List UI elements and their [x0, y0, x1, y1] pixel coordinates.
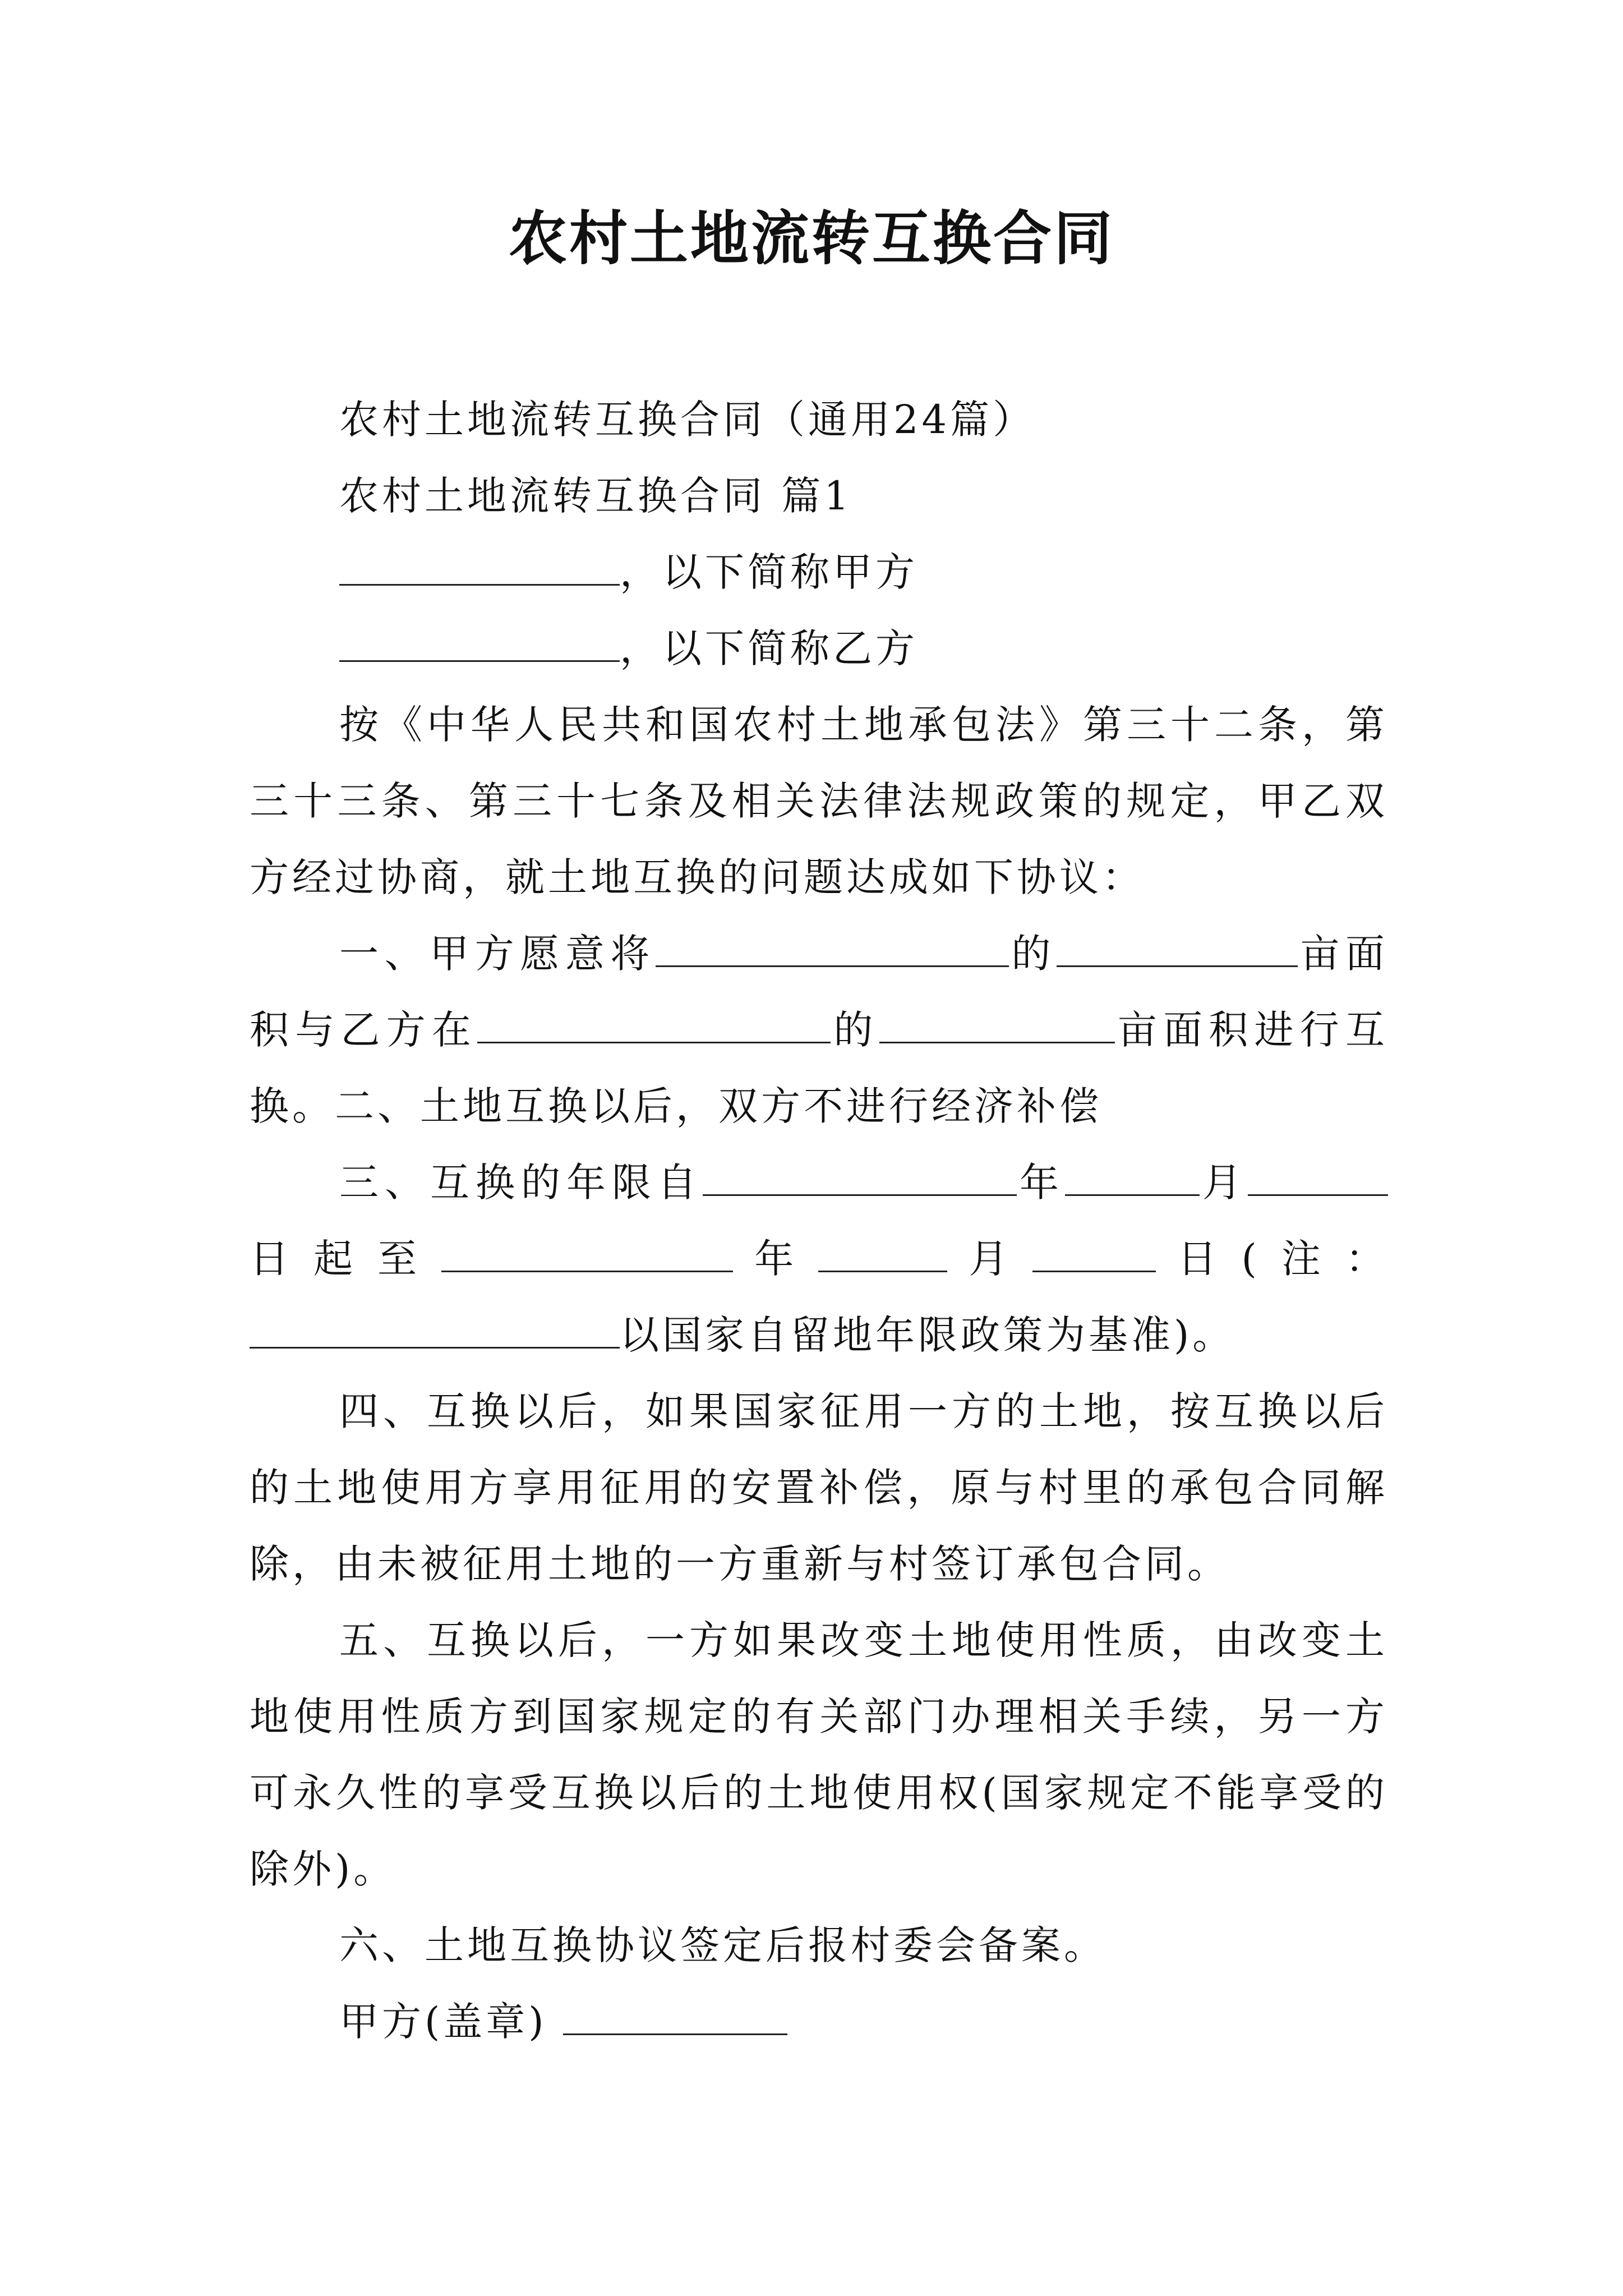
subtitle: 农村土地流转互换合同（通用24篇）: [339, 397, 1036, 443]
clause-3-text-6: 月: [947, 1236, 1033, 1282]
signature-blank: [563, 1990, 787, 2035]
clause-1-blank-location-a: [656, 922, 1009, 967]
clause-3-blank-start-month: [1065, 1151, 1200, 1196]
clause-3-text-2: 年: [1017, 1159, 1065, 1205]
clause-1-text-5: 亩面积进行互换。二、土地互换以后，双方不进行经济补偿: [250, 1007, 1389, 1129]
clause-3-blank-end-month: [818, 1227, 947, 1272]
clause-1-text-2: 的: [1008, 931, 1057, 977]
clause-3-blank-note: [250, 1303, 620, 1349]
section-heading: 农村土地流转互换合同 篇1: [339, 473, 852, 519]
clause-3-blank-start-year: [703, 1151, 1017, 1196]
clause-1-text-3: 亩面积与乙方在: [250, 931, 1389, 1053]
intro-paragraph: 按《中华人民共和国农村土地承包法》第三十二条，第三十三条、第三十七条及相关法律法规政策的规定，甲乙双方经过协商，就土地互换的问题达成如下协议：: [250, 702, 1388, 900]
party-a-label: ，以下简称甲方: [620, 549, 918, 595]
clause-1-paragraph: [250, 915, 1388, 1144]
party-b-label: ，以下简称乙方: [620, 625, 918, 671]
clause-3-text-3: 月: [1200, 1159, 1248, 1205]
signature-line: [250, 1984, 1388, 2060]
clause-4-paragraph: 四、互换以后，如果国家征用一方的土地，按互换以后的土地使用方享用征用的安置补偿，原与村里的承包合同解除，由未被征用土地的一方重新与村签订承包合同。: [250, 1388, 1388, 1587]
clause-1-text-1: 一、甲方愿意将: [339, 931, 656, 977]
clause-3-text-5: 年: [733, 1236, 819, 1282]
party-a-line: [250, 534, 1388, 610]
clause-3-paragraph: [250, 1144, 1388, 1373]
document-body: [250, 381, 1388, 2060]
clause-1-blank-area-b: [879, 998, 1115, 1043]
party-b-line: [250, 610, 1388, 687]
party-a-blank: [339, 540, 620, 586]
clause-3-blank-end-year: [441, 1227, 733, 1272]
signature-label: 甲方(盖章): [339, 1999, 547, 2045]
clause-6-paragraph: 六、土地互换协议签定后报村委会备案。: [339, 1922, 1106, 1968]
clause-1-blank-location-b: [477, 998, 831, 1043]
clause-1-text-4: 的: [831, 1007, 879, 1053]
clause-5-paragraph: 五、互换以后，一方如果改变土地使用性质，由改变土地使用性质方到国家规定的有关部门办理相关手续，另一方可永久性的享受互换以后的土地使用权(国家规定不能享受的除外)。: [250, 1617, 1388, 1892]
clause-3-text-4: 日起至: [250, 1236, 442, 1282]
clause-3-text-1: 三、互换的年限自: [339, 1159, 703, 1205]
clause-3-text-8: 以国家自留地年限政策为基准)。: [620, 1312, 1235, 1358]
clause-3-blank-start-day: [1248, 1151, 1388, 1196]
clause-3-text-7: 日(注：: [1156, 1236, 1388, 1282]
clause-1-blank-area-a: [1057, 922, 1298, 967]
document-title: 农村土地流转互换合同: [508, 204, 1114, 273]
party-b-blank: [339, 616, 620, 662]
clause-3-blank-end-day: [1032, 1227, 1156, 1272]
